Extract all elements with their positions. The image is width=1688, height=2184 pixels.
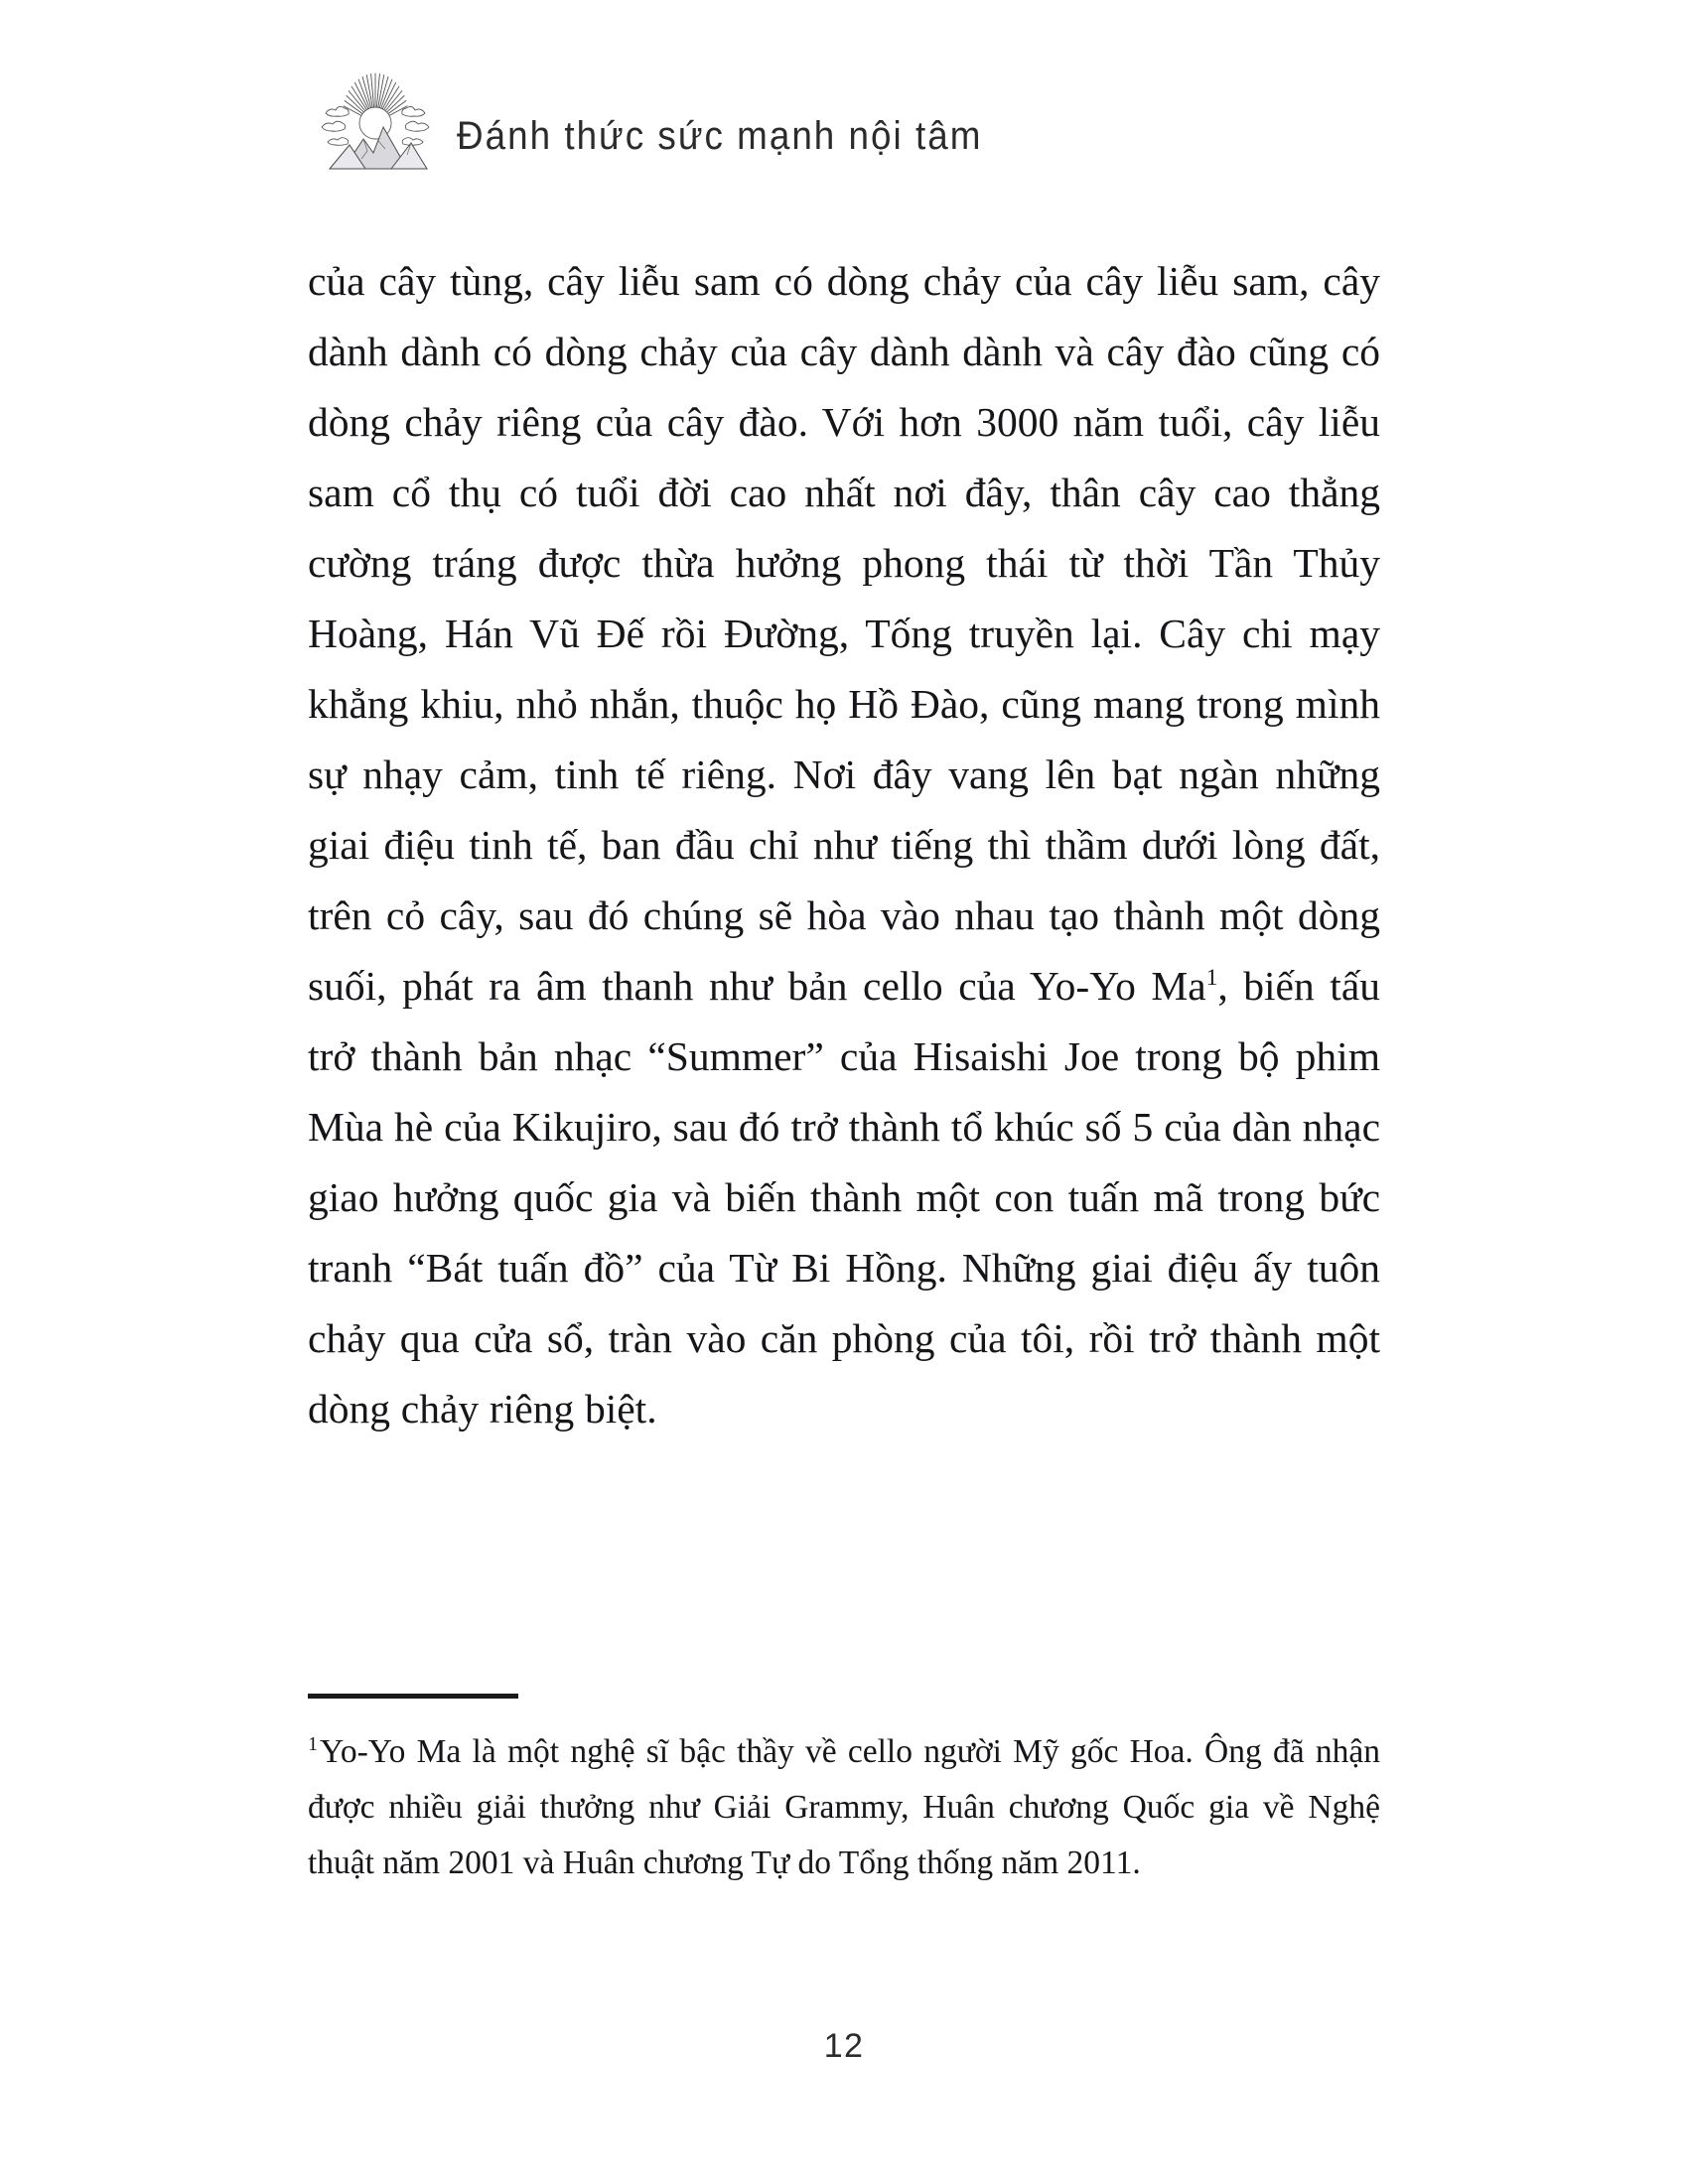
- body-text-part-2: , biến tấu trở thành bản nhạc “Summer” của Hisaishi Joe trong bộ phim Mùa hè của Kikujiro, sau đó trở thành tổ khúc số 5 của dàn nhạc giao hưởng quốc gia và biến thành một con tuấn mã trong bức tranh “Bát tuấn đồ” của Từ Bi Hồng. Những giai điệu ấy tuôn chảy qua cửa sổ, tràn vào căn phòng của tôi, rồi trở thành một dòng chảy riêng biệt.: [308, 963, 1380, 1432]
- body-text-part-1: của cây tùng, cây liễu sam có dòng chảy của cây liễu sam, cây dành dành có dòng chảy của cây dành dành và cây đào cũng có dòng chảy riêng của cây đào. Với hơn 3000 năm tuổi, cây liễu sam cổ thụ có tuổi đời cao nhất nơi đây, thân cây cao thẳng cường tráng được thừa hưởng phong thái từ thời Tần Thủy Hoàng, Hán Vũ Đế rồi Đường, Tống truyền lại. Cây chi mạy khẳng khiu, nhỏ nhắn, thuộc họ Hồ Đào, cũng mang trong mình sự nhạy cảm, tinh tế riêng. Nơi đây vang lên bạt ngàn những giai điệu tinh tế, ban đầu chỉ như tiếng thì thầm dưới lòng đất, trên cỏ cây, sau đó chúng sẽ hòa vào nhau tạo thành một dòng suối, phát ra âm thanh như bản cello của Yo-Yo Ma: [308, 258, 1380, 1009]
- running-header-title: Đánh thức sức mạnh nội tâm: [457, 114, 983, 158]
- page-number-folio: 12: [823, 2027, 865, 2065]
- footnote-body: Yo-Yo Ma là một nghệ sĩ bậc thầy về cello người Mỹ gốc Hoa. Ông đã nhận được nhiều giải thưởng như Giải Grammy, Huân chương Quốc gia về Nghệ thuật năm 2001 và Huân chương Tự do Tổng thống năm 2011.: [308, 1733, 1380, 1881]
- footnote-number: 1: [308, 1732, 319, 1755]
- mountain-sunrise-clouds-emblem: [316, 66, 435, 177]
- footnote-block: [308, 1694, 1380, 1891]
- page-content: [308, 246, 1380, 1444]
- footnote-separator-rule: [308, 1694, 518, 1699]
- body-paragraph: [308, 246, 1380, 1444]
- footnote-text: [308, 1724, 1380, 1891]
- footnote-reference-marker[interactable]: 1: [1205, 965, 1218, 992]
- running-header: [316, 62, 1028, 181]
